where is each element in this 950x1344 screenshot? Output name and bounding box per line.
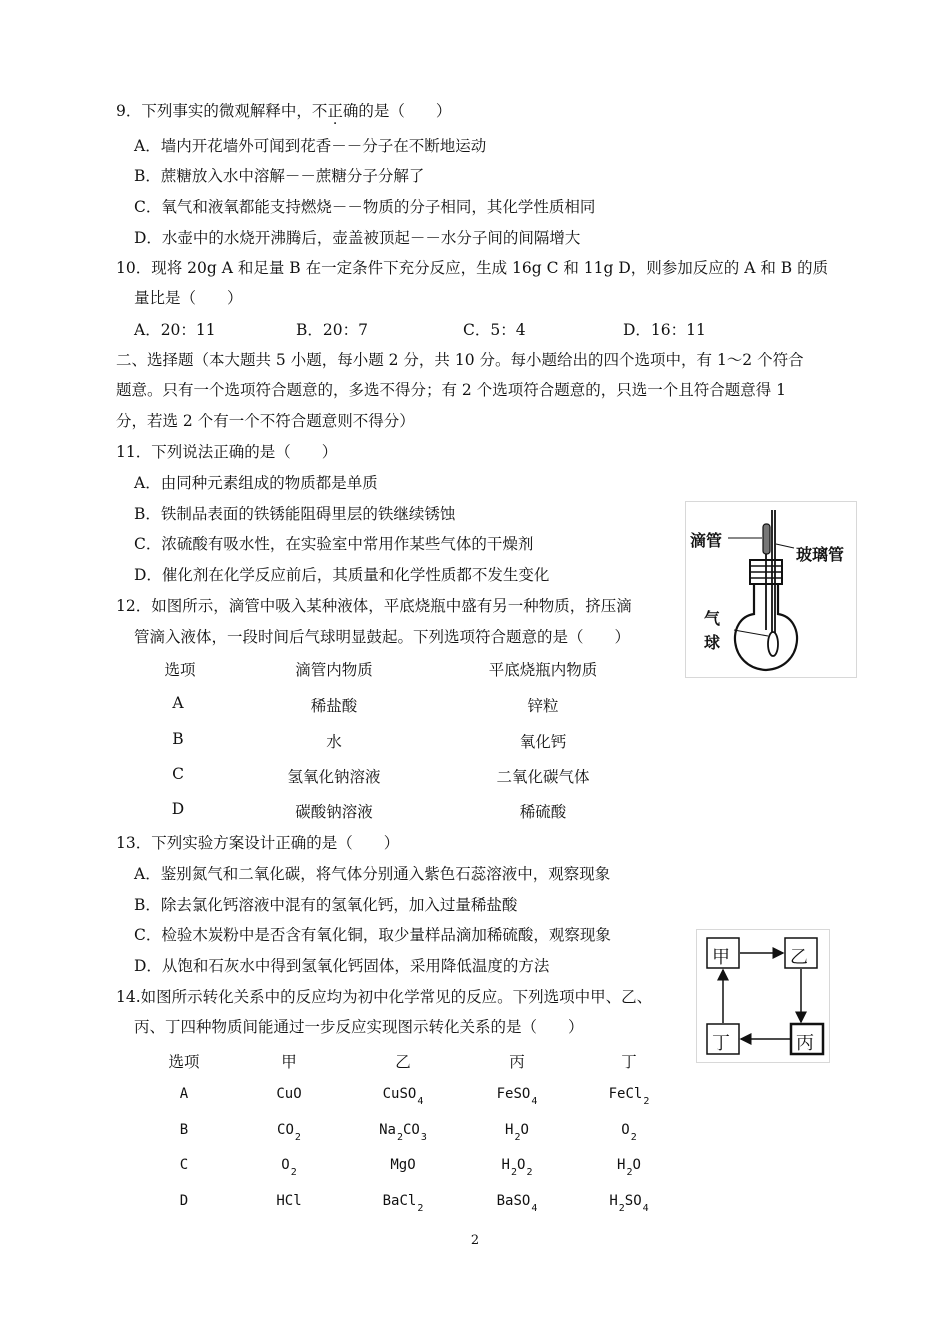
q14-row-c-label: C bbox=[179, 1157, 189, 1173]
q12-table-row bbox=[0, 765, 680, 787]
q14-table-header bbox=[0, 1050, 680, 1072]
q14-row-a-ding: FeCl$_2$ bbox=[608, 1086, 650, 1107]
q9-stem-pre: 9．下列事实的微观解释中， bbox=[116, 102, 312, 120]
section2-line3: 分，若选 2 个有一个不符合题意则不得分） bbox=[116, 412, 415, 430]
q9-option-a: A．墙内开花墙外可闻到花香－－分子在不断地运动 bbox=[134, 137, 487, 155]
q12-stem-line1: 12．如图所示，滴管中吸入某种液体，平底烧瓶中盛有另一种物质，挤压滴 bbox=[116, 597, 632, 615]
q12-table-row bbox=[0, 730, 680, 752]
label-balloon-1: 气 bbox=[704, 609, 721, 628]
q12-row-b-label: B bbox=[172, 730, 184, 748]
q12-header-dropper: 滴管内物质 bbox=[295, 661, 373, 679]
q14-header-ding: 丁 bbox=[621, 1053, 637, 1071]
q13-option-d: D．从饱和石灰水中得到氢氧化钙固体，采用降低温度的方法 bbox=[134, 957, 550, 975]
q12-row-c-dropper: 氢氧化钠溶液 bbox=[287, 768, 381, 786]
q13-option-a: A．鉴别氮气和二氧化碳，将气体分别通入紫色石蕊溶液中，观察现象 bbox=[134, 865, 611, 883]
q14-row-c-jia: $O_2$ bbox=[281, 1157, 297, 1178]
q11-option-d: D．催化剂在化学反应前后，其质量和化学性质都不发生变化 bbox=[134, 566, 550, 584]
q14-table-row bbox=[0, 1086, 680, 1108]
q11-option-a: A．由同种元素组成的物质都是单质 bbox=[134, 474, 378, 492]
q14-row-d-yi: BaCl$_2$ bbox=[382, 1193, 424, 1214]
q13-option-c: C．检验木炭粉中是否含有氧化铜，取少量样品滴加稀硫酸，观察现象 bbox=[134, 926, 611, 944]
q12-row-c-flask: 二氧化碳气体 bbox=[496, 768, 590, 786]
q12-row-a-flask: 锌粒 bbox=[527, 697, 559, 715]
q14-header-bing: 丙 bbox=[509, 1053, 525, 1071]
q12-row-b-dropper: 水 bbox=[326, 733, 342, 751]
q14-row-c-yi: MgO bbox=[390, 1157, 416, 1173]
node-bing: 丙 bbox=[796, 1033, 814, 1054]
q14-table-row bbox=[0, 1122, 680, 1144]
q14-row-a-label: A bbox=[179, 1086, 189, 1102]
q12-header-option: 选项 bbox=[164, 661, 196, 679]
node-jia: 甲 bbox=[712, 947, 730, 968]
q12-table-row bbox=[0, 694, 680, 716]
q10-option-d: D．16：11 bbox=[623, 321, 706, 339]
q12-row-d-dropper: 碳酸钠溶液 bbox=[295, 803, 373, 821]
section2-line2: 题意。只有一个选项符合题意的，多选不得分；有 2 个选项符合题意的，只选一个且符合题意得 1 bbox=[116, 381, 787, 399]
q14-row-b-ding: $O_2$ bbox=[621, 1122, 637, 1143]
q14-row-a-bing: FeSO$_4$ bbox=[496, 1086, 538, 1107]
q14-row-c-ding: $H_2O$ bbox=[617, 1157, 641, 1178]
q10-option-c: C．5：4 bbox=[463, 321, 526, 339]
q14-table-row bbox=[0, 1157, 680, 1179]
label-dropper: 滴管 bbox=[690, 531, 723, 550]
q10-option-a: A．20：11 bbox=[134, 321, 216, 339]
q14-row-a-yi: CuSO$_4$ bbox=[382, 1086, 424, 1107]
q9-option-c: C．氧气和液氧都能支持燃烧－－物质的分子相同，其化学性质相同 bbox=[134, 198, 596, 216]
q9-option-b: B．蔗糖放入水中溶解－－蔗糖分子分解了 bbox=[134, 167, 425, 185]
q14-table-row bbox=[0, 1193, 680, 1215]
q9-stem-emphasis: 不正确 bbox=[311, 102, 359, 120]
q14-row-b-jia: $CO_2$ bbox=[277, 1122, 301, 1143]
q11-option-c: C．浓硫酸有吸水性，在实验室中常用作某些气体的干燥剂 bbox=[134, 535, 534, 553]
q12-row-c-label: C bbox=[172, 765, 184, 783]
q10-option-b: B．20：7 bbox=[296, 321, 368, 339]
q14-row-b-yi: $Na_2CO_3$ bbox=[379, 1122, 427, 1143]
q12-row-a-label: A bbox=[172, 694, 184, 712]
q12-table-row bbox=[0, 800, 680, 822]
q14-cycle-figure bbox=[696, 929, 830, 1063]
q14-header-option: 选项 bbox=[168, 1053, 200, 1071]
q14-header-jia: 甲 bbox=[281, 1053, 297, 1071]
q11-option-b: B．铁制品表面的铁锈能阻碍里层的铁继续锈蚀 bbox=[134, 505, 456, 523]
q12-row-a-dropper: 稀盐酸 bbox=[310, 697, 358, 715]
q11-stem: 11．下列说法正确的是（ ） bbox=[116, 443, 338, 461]
node-yi: 乙 bbox=[790, 947, 808, 968]
q12-table-header bbox=[0, 658, 680, 680]
q14-row-d-ding: $H_2SO_4$ bbox=[609, 1193, 649, 1214]
q14-stem-line1: 14.如图所示转化关系中的反应均为初中化学常见的反应。下列选项中甲、乙、 bbox=[116, 988, 653, 1006]
q13-option-b: B．除去氯化钙溶液中混有的氢氧化钙，加入过量稀盐酸 bbox=[134, 896, 518, 914]
label-balloon-2: 球 bbox=[704, 633, 721, 652]
q10-stem-line2: 量比是（ ） bbox=[134, 289, 243, 307]
q12-row-b-flask: 氧化钙 bbox=[519, 733, 567, 751]
q14-row-b-bing: $H_2O$ bbox=[505, 1122, 529, 1143]
section2-line1: 二、选择题（本大题共 5 小题，每小题 2 分，共 10 分。每小题给出的四个选项中，有 1～2 个符合 bbox=[116, 351, 804, 369]
q14-row-d-label: D bbox=[179, 1193, 189, 1209]
node-ding: 丁 bbox=[712, 1033, 730, 1054]
q10-stem-line1: 10．现将 20g A 和足量 B 在一定条件下充分反应，生成 16g C 和 11g D，则参加反应的 A 和 B 的质 bbox=[116, 259, 829, 277]
q14-stem-line2: 丙、丁四种物质间能通过一步反应实现图示转化关系的是（ ） bbox=[134, 1018, 584, 1036]
q14-row-d-bing: BaSO$_4$ bbox=[496, 1193, 538, 1214]
q9-option-d: D．水壶中的水烧开沸腾后，壶盖被顶起－－水分子间的间隔增大 bbox=[134, 229, 581, 247]
q14-row-a-jia: CuO bbox=[276, 1086, 302, 1102]
q14-row-b-label: B bbox=[179, 1122, 189, 1138]
q9-stem-post: 的是（ ） bbox=[358, 102, 452, 120]
q12-row-d-label: D bbox=[171, 800, 185, 818]
q14-header-yi: 乙 bbox=[395, 1053, 411, 1071]
q12-stem-line2: 管滴入液体，一段时间后气球明显鼓起。下列选项符合题意的是（ ） bbox=[134, 628, 631, 646]
q13-stem: 13．下列实验方案设计正确的是（ ） bbox=[116, 834, 400, 852]
q14-row-c-bing: $H_2O_2$ bbox=[501, 1157, 533, 1178]
q12-apparatus-figure bbox=[685, 501, 857, 678]
q14-row-d-jia: HCl bbox=[276, 1193, 302, 1209]
q12-header-flask: 平底烧瓶内物质 bbox=[488, 661, 598, 679]
q9-stem bbox=[116, 101, 451, 121]
label-glass-tube: 玻璃管 bbox=[796, 545, 845, 564]
q12-row-d-flask: 稀硫酸 bbox=[519, 803, 567, 821]
page-number: 2 bbox=[470, 1233, 480, 1248]
